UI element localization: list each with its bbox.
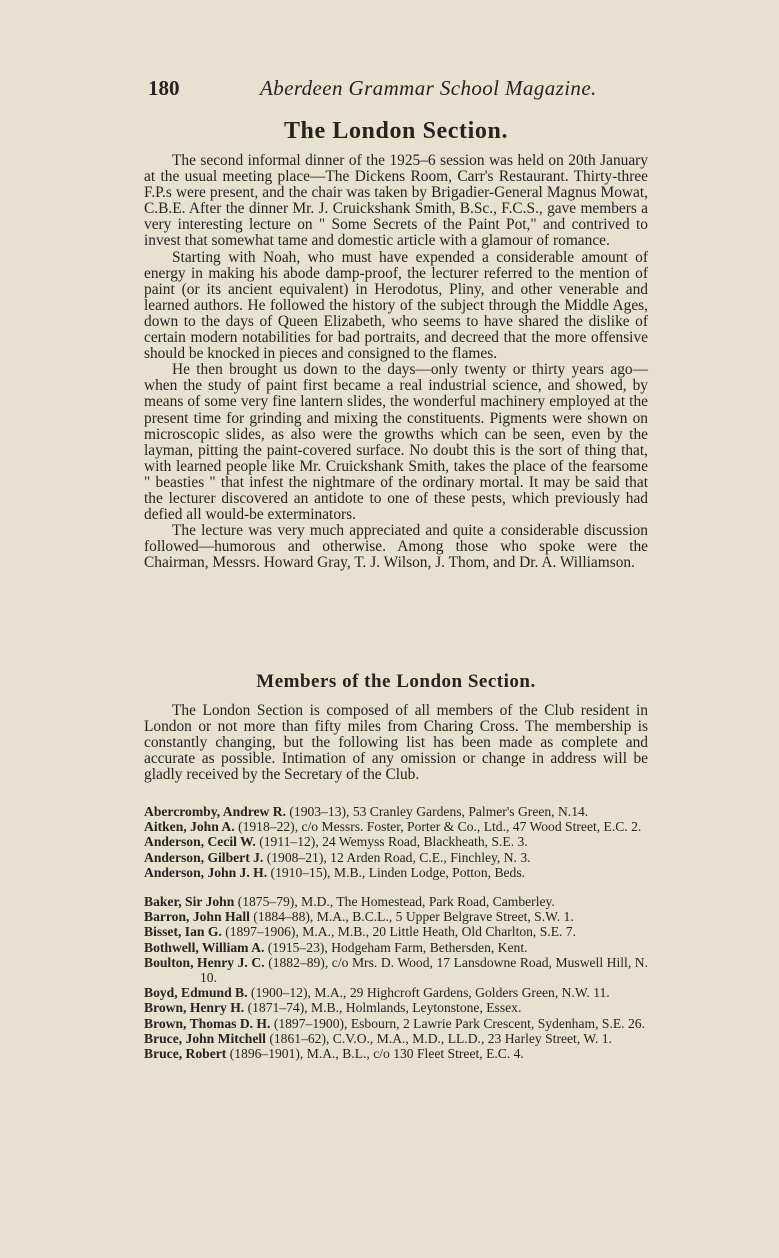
member-entry [144,924,648,939]
member-name: Bothwell, William A. [144,939,265,955]
member-details: (1910–15), M.B., Linden Lodge, Potton, Beds. [270,864,526,880]
member-details: (1908–21), 12 Arden Road, C.E., Finchley, N. 3. [266,849,531,865]
member-name: Bruce, John Mitchell [144,1030,266,1046]
member-details: (1861–62), C.V.O., M.A., M.D., LL.D., 23 Harley Street, W. 1. [269,1030,612,1046]
member-name: Brown, Henry H. [144,1000,245,1016]
member-details: (1897–1906), M.A., M.B., 20 Little Heath, Old Charlton, S.E. 7. [225,924,576,940]
member-entry [144,819,648,834]
paragraph-2: Starting with Noah, who must have expended a considerable amount of energy in making his abode damp-proof, the lecturer referred to the mention of paint (or its ancient equivalent) in Herodotus, Pliny, and other venerable and learned authors. He followed the history of the subject through the Middle Ages, down to the days of Queen Elizabeth, who seems to have shared the dislike of certain modern notabilities for bad portraits, and decreed that the more offensive should be knocked in pieces and consigned to the flames. [144,248,648,363]
member-entry [144,1046,648,1061]
group-divider [144,880,648,894]
member-name: Barron, John Hall [144,909,250,925]
section-title-members: Members of the London Section. [256,671,536,692]
member-details: (1896–1901), M.A., B.L., c/o 130 Fleet Street, E.C. 4. [229,1046,524,1062]
page-number: 180 [148,76,180,100]
page-header [148,76,648,106]
member-details: (1897–1900), Esbourn, 2 Lawrie Park Crescent, Sydenham, S.E. 26. [273,1015,645,1031]
member-details: (1882–89), c/o Mrs. D. Wood, 17 Lansdowne Road, Muswell Hill, N. 10. [200,954,648,986]
member-name: Baker, Sir John [144,894,235,910]
member-entry [144,834,648,849]
intro-paragraph: The London Section is composed of all members of the Club resident in London or not more than fifty miles from Charing Cross. The membership is constantly changing, but the following list has been made as complete and accurate as possible. Intimation of any omission or change in address will be gladly received by the Secretary of the Club. [144,702,648,784]
member-name: Anderson, John J. H. [144,864,268,880]
member-details: (1871–74), M.B., Holmlands, Leytonstone, Essex. [247,1000,522,1016]
member-details: (1915–23), Hodgeham Farm, Bethersden, Kent. [267,939,528,955]
member-name: Boyd, Edmund B. [144,985,248,1001]
member-list [144,804,648,1061]
paragraph-4: The lecture was very much appreciated and quite a considerable discussion followed—humorous and otherwise. Among those who spoke were the Chairman, Messrs. Howard Gray, T. J. Wilson, J. Thom, and Dr. A. Williamson. [144,522,648,572]
paragraph-1: The second informal dinner of the 1925–6 session was held on 20th January at the usual meeting place—The Dickens Room, Carr's Restaurant. Thirty-three F.P.s were present, and the chair was taken by Brigadier-General Magnus Mowat, C.B.E. After the dinner Mr. J. Cruickshank Smith, B.Sc., F.C.S., gave members a very interesting lecture on " Some Secrets of the Paint Pot," and contrived to invest that somewhat tame and domestic article with a glamour of romance. [144,152,648,250]
member-entry [144,940,648,955]
member-name: Anderson, Cecil W. [144,834,256,850]
member-details: (1900–12), M.A., 29 Highcroft Gardens, Golders Green, N.W. 11. [250,985,610,1001]
member-entry [144,955,648,985]
member-entry [144,850,648,865]
members-intro [144,703,648,783]
member-name: Aitken, John A. [144,819,235,835]
member-details: (1918–22), c/o Messrs. Foster, Porter & Co., Ltd., 47 Wood Street, E.C. 2. [238,819,642,835]
member-entry [144,985,648,1000]
member-entry [144,1031,648,1046]
running-head: Aberdeen Grammar School Magazine. [260,76,597,100]
member-details: (1875–79), M.D., The Homestead, Park Road, Camberley. [237,894,555,910]
member-name: Anderson, Gilbert J. [144,849,264,865]
member-name: Brown, Thomas D. H. [144,1015,271,1031]
member-group-a [144,804,648,880]
member-details: (1884–88), M.A., B.C.L., 5 Upper Belgrave Street, S.W. 1. [253,909,574,925]
member-entry [144,894,648,909]
member-details: (1911–12), 24 Wemyss Road, Blackheath, S.E. 3. [259,834,528,850]
member-entry [144,1016,648,1031]
member-entry [144,804,648,819]
member-details: (1903–13), 53 Cranley Gardens, Palmer's Green, N.14. [289,804,589,819]
member-name: Bruce, Robert [144,1046,227,1062]
member-entry [144,909,648,924]
section-title-london: The London Section. [283,118,509,144]
member-entry [144,1000,648,1015]
paragraph-3: He then brought us down to the days—only twenty or thirty years ago—when the study of paint first became a real industrial science, and showed, by means of some very fine lantern slides, the wonderful machinery employed at the present time for grinding and mixing the constituents. Pigments were shown on microscopic slides, as also were the growths which can be seen, even by the layman, pitting the paint-covered surface. No doubt this is the sort of thing that, with learned people like Mr. Cruickshank Smith, takes the place of the fearsome " beasties " that infest the nightmare of the ordinary mortal. It may be said that the lecturer discovered an antidote to one of these pests, which previously had defied all would-be exterminators. [144,361,648,524]
member-name: Boulton, Henry J. C. [144,954,265,970]
member-name: Abercromby, Andrew R. [144,804,286,819]
article-body [144,153,648,571]
member-entry [144,865,648,880]
member-group-b [144,894,648,1061]
member-name: Bisset, Ian G. [144,924,222,940]
